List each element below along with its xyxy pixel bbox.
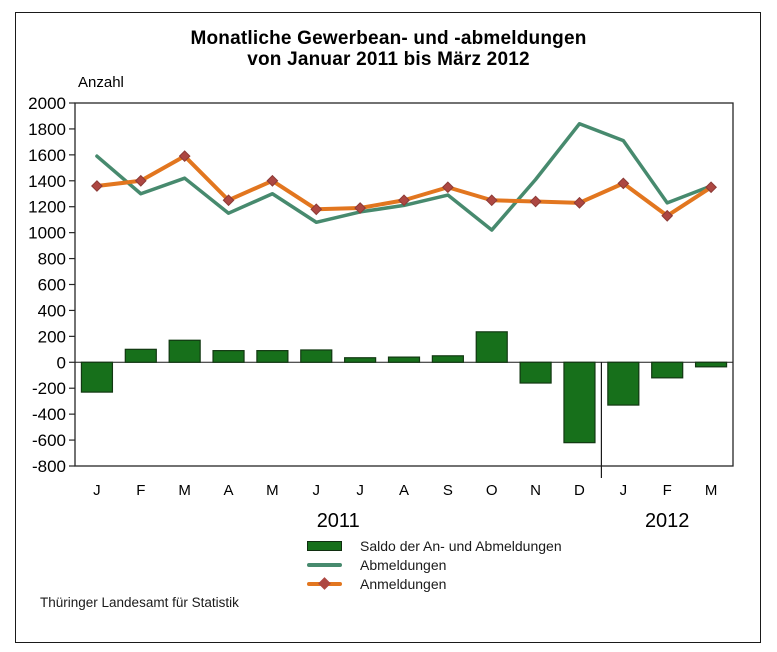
month-label: J xyxy=(93,482,101,499)
saldo-bar-swatch-icon xyxy=(307,541,342,551)
month-label: J xyxy=(356,482,364,499)
y-tick-label: 2000 xyxy=(28,94,66,113)
y-tick-label: -600 xyxy=(31,431,66,451)
year-label: 2012 xyxy=(644,510,690,532)
legend-swatch-box xyxy=(306,582,343,586)
month-label: S xyxy=(442,482,453,499)
month-label: D xyxy=(574,482,585,499)
y-tick-label: -800 xyxy=(31,457,66,476)
y-tick-label: -200 xyxy=(31,379,66,399)
legend-label-saldo: Saldo der An- und Abmeldungen xyxy=(360,537,562,554)
chart-title-line1: Monatliche Gewerbean- und -abmeldungen xyxy=(190,28,587,49)
y-tick-label: 400 xyxy=(37,301,66,321)
saldo-bar xyxy=(608,362,639,405)
y-tick-label: 1200 xyxy=(28,197,66,217)
diamond-marker-icon xyxy=(318,577,331,590)
month-label: A xyxy=(398,482,410,499)
saldo-bar xyxy=(476,332,507,362)
y-tick-label: -400 xyxy=(31,405,66,425)
saldo-bar xyxy=(301,350,332,362)
y-tick-label: 1000 xyxy=(28,223,66,243)
saldo-bar xyxy=(652,362,683,378)
chart-title-line2: von Januar 2011 bis März 2012 xyxy=(247,49,530,70)
month-label: J xyxy=(312,482,321,499)
y-tick-label: 800 xyxy=(37,249,66,269)
month-label: F xyxy=(136,482,146,499)
anmeldungen-line-swatch-icon xyxy=(307,582,342,586)
legend xyxy=(306,536,562,593)
month-label: M xyxy=(704,482,718,499)
saldo-bar xyxy=(213,351,244,363)
saldo-bar xyxy=(520,362,551,383)
month-label: O xyxy=(485,482,498,499)
legend-item-saldo xyxy=(306,536,562,555)
y-axis-title: Anzahl xyxy=(78,74,124,91)
legend-label-anmeldungen: Anmeldungen xyxy=(360,575,447,592)
saldo-bar xyxy=(345,358,376,363)
saldo-bar xyxy=(81,362,112,392)
y-tick-label: 0 xyxy=(56,353,66,373)
y-tick-label: 1800 xyxy=(28,119,66,139)
month-label: M xyxy=(178,482,191,499)
y-tick-label: 200 xyxy=(37,327,66,347)
legend-swatch-box xyxy=(306,541,343,551)
year-label: 2011 xyxy=(316,510,360,532)
y-tick-label: 600 xyxy=(37,275,66,295)
month-label: F xyxy=(662,482,672,499)
legend-item-abmeldungen xyxy=(306,555,562,574)
saldo-bar xyxy=(125,349,156,362)
month-label: N xyxy=(530,482,542,499)
legend-item-anmeldungen xyxy=(306,574,562,593)
saldo-bar xyxy=(696,362,727,367)
abmeldungen-line xyxy=(97,124,711,230)
y-tick-label: 1600 xyxy=(28,145,66,165)
anmeldungen-diamond-marker xyxy=(92,181,102,191)
anmeldungen-diamond-marker xyxy=(487,195,497,205)
y-tick-label: 1400 xyxy=(28,171,66,191)
month-label: J xyxy=(619,482,628,499)
source-attribution: Thüringer Landesamt für Statistik xyxy=(40,595,239,610)
month-label: A xyxy=(223,482,234,499)
abmeldungen-line-swatch-icon xyxy=(307,563,342,567)
legend-label-abmeldungen: Abmeldungen xyxy=(360,556,447,573)
saldo-bar xyxy=(169,340,200,362)
saldo-bar xyxy=(389,357,420,362)
legend-swatch-box xyxy=(306,563,343,567)
anmeldungen-diamond-marker xyxy=(530,196,540,206)
saldo-bar xyxy=(432,356,463,362)
month-label: M xyxy=(266,482,279,499)
saldo-bar xyxy=(257,351,288,363)
saldo-bar xyxy=(564,362,595,442)
anmeldungen-diamond-marker xyxy=(443,182,453,192)
